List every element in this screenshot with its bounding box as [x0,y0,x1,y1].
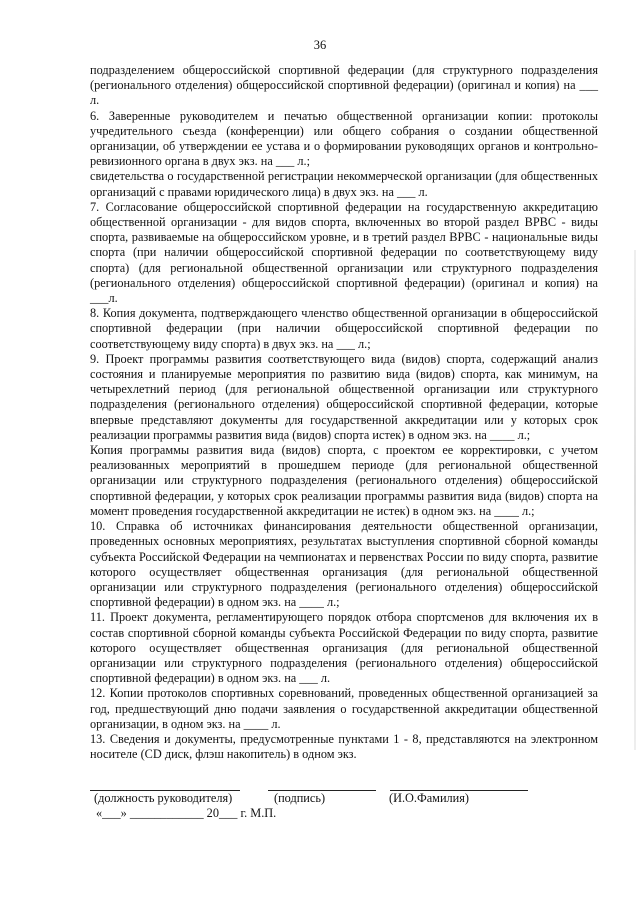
paragraph-item-10: 10. Справка об источниках финансирования деятельности общественной организации, проведенных основных мероприятиях, результатах выступления спортивной сборной команды субъекта Российской Федерации на чемпионатах и первенствах России по виду спорта, развитие которого осуществляет общественная организация (для региональной общественной организации или структурного подразделения (регионального отделения) общероссийской спортивной федерации) в одном экз. на ____ л.; [90,519,598,610]
paragraph-continuation: подразделением общероссийской спортивной федерации (для структурного подразделения (регионального отделения) общероссийской спортивной федерации) (оригинал и копия) на ___ л. [90,63,598,108]
paragraph-item-8: 8. Копия документа, подтверждающего членство общественной организации в общероссийской спортивной федерации (при наличии общероссийской спортивной федерации по соответствующему виду спорта) в двух экз. на ___ л.; [90,306,598,351]
paragraph-item-9: 9. Проект программы развития соответствующего вида (видов) спорта, содержащий анализ состояния и планируемые мероприятия по развитию вида (видов) спорта, как минимум, на четырехлетний период (для региональной общественной организации или структурного подразделения (регионального отделения) общероссийской спортивной федерации, которые впервые представляют документы для государственной аккредитации или у которых срок реализации программы развития вида (видов) спорта истек) в одном экз. на ____ л.; [90,351,598,442]
paragraph-item-6: 6. Заверенные руководителем и печатью общественной организации копии: протоколы учредительного съезда (конференции) или общего собрания о создании общественной организации, об утверждении ее устава и о формировании руководящих органов и контрольно-ревизионного органа в двух экз. на ___ л.; [90,108,598,169]
position-label: (должность руководителя) [94,791,233,805]
paragraph-item-7: 7. Согласование общероссийской спортивной федерации на государственную аккредитацию общественной организации - для видов спорта, включенных во второй раздел ВРВС - виды спорта, развиваемые на общероссийском уровне, и в третий раздел ВРВС - национальные виды спорта (при наличии общероссийской спортивной федерации по соответствующему виду спорта) (для региональной общественной организации или структурного подразделения (регионального отделения) общероссийской спортивной федерации) (оригинал и копия) на ___л. [90,199,598,306]
paragraph-item-9-copy: Копия программы развития вида (видов) спорта, с проектом ее корректировки, с учетом реализованных мероприятий в прошедшем периоде (для региональной общественной организации или структурного подразделения (регионального отделения) общероссийской спортивной федерации, у которых срок реализации программы развития вида (видов) спорта на момент проведения государственной аккредитации не истек) в одном экз. на ____ л.; [90,443,598,518]
name-label: (И.О.Фамилия) [389,791,470,805]
document-body [90,63,598,762]
page-number: 36 [313,38,327,52]
paragraph-item-13: 13. Сведения и документы, предусмотренные пунктами 1 - 8, представляются на электронном носителе (CD диск, флэш накопитель) в одном экз. [90,731,598,762]
signature-label: (подпись) [274,791,326,805]
paragraph-item-12: 12. Копии протоколов спортивных соревнований, проведенных общественной организацией за год, предшествующий дню подачи заявления о государственной аккредитации общественной организации, в одном экз. на ____ л. [90,686,598,731]
scan-edge-shadow [634,250,636,750]
paragraph-item-11: 11. Проект документа, регламентирующего порядок отбора спортсменов для включения их в состав спортивной сборной команды субъекта Российской Федерации по виду спорта, развитие которого осуществляет общественная организация (для региональной общественной организации или структурного подразделения (регионального отделения) общероссийской спортивной федерации) в одном экз. на ___ л. [90,610,598,686]
paragraph-item-6-certificate: свидетельства о государственной регистрации некоммерческой организации (для общественных организаций с правами юридического лица) в двух экз. на ___ л. [90,169,598,199]
date-stamp-line: «___» ____________ 20___ г. М.П. [96,806,277,820]
